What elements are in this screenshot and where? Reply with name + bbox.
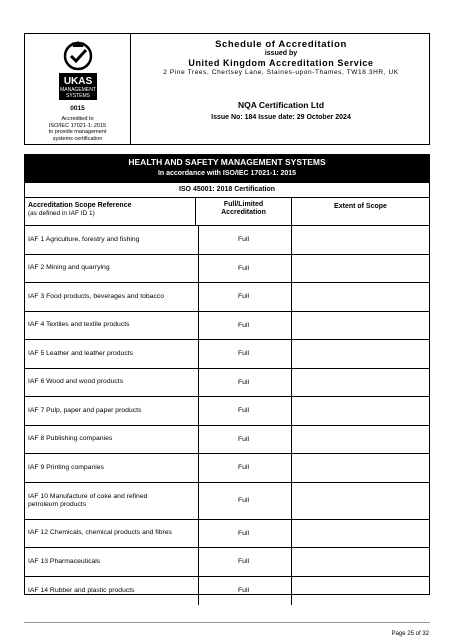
extent-cell <box>292 312 429 340</box>
document-header <box>24 33 430 145</box>
organisation-name: NQA Certification Ltd <box>237 100 325 110</box>
section-title: HEALTH AND SAFETY MANAGEMENT SYSTEMS <box>128 157 326 167</box>
accr-line: to provide management <box>48 129 107 135</box>
schedule-title: Schedule of Accreditation <box>215 39 347 50</box>
issue-info: Issue No: 184 Issue date: 29 October 2024 <box>211 114 351 121</box>
col-header-extent-title: Extent of Scope <box>334 203 387 210</box>
extent-cell <box>292 283 429 311</box>
accreditation-cell: Full <box>196 397 292 425</box>
service-name: United Kingdom Accreditation Service <box>188 58 374 68</box>
extent-cell <box>292 577 429 606</box>
logo-text-ukas: UKAS <box>63 76 93 87</box>
table-row <box>25 426 429 455</box>
table-row <box>25 255 429 284</box>
scope-cell: IAF 12 Chemicals, chemical products and fibres <box>25 520 199 548</box>
table-row <box>25 397 429 426</box>
col-header-scope-title: Accreditation Scope Reference <box>28 202 132 209</box>
issued-by: issued by <box>264 50 298 57</box>
table-row <box>25 369 429 398</box>
accreditation-cell: Full <box>196 369 292 397</box>
extent-cell <box>292 483 429 519</box>
col-header-accreditation <box>196 197 292 226</box>
extent-cell <box>292 520 429 548</box>
table-row <box>25 520 429 549</box>
ukas-logo <box>59 40 97 100</box>
logo-text-management: MANAGEMENT <box>60 87 96 93</box>
certificate-number: 0015 <box>70 105 85 112</box>
table-row <box>25 312 429 341</box>
extent-cell <box>292 226 429 254</box>
scope-cell: IAF 2 Mining and quarrying <box>25 255 199 283</box>
service-address: 2 Pine Trees, Chertsey Lane, Staines-upon-Thames, TW18 3HR, UK <box>163 69 399 76</box>
scope-cell: IAF 4 Textiles and textile products <box>25 312 199 340</box>
accreditation-statement <box>25 116 130 142</box>
scope-cell-line: IAF 10 Manufacture of coke and refined <box>28 492 148 500</box>
accreditation-cell: Full <box>196 520 292 548</box>
table-row <box>25 548 429 577</box>
extent-cell <box>292 340 429 368</box>
accreditation-cell: Full <box>196 255 292 283</box>
col-header-acc-line2: Accreditation <box>221 209 266 216</box>
extent-cell <box>292 369 429 397</box>
scope-cell: IAF 1 Agriculture, forestry and fishing <box>25 226 199 254</box>
accreditation-cell: Full <box>196 340 292 368</box>
scope-cell <box>25 483 199 519</box>
accreditation-cell: Full <box>196 283 292 311</box>
extent-cell <box>292 255 429 283</box>
page-number: Page 25 of 32 <box>391 631 429 637</box>
extent-cell <box>292 454 429 482</box>
accreditation-cell: Full <box>196 483 292 519</box>
section-band <box>24 154 430 182</box>
accreditation-cell: Full <box>196 454 292 482</box>
accreditation-cell: Full <box>196 426 292 454</box>
scope-cell: IAF 9 Printing companies <box>25 454 199 482</box>
extent-cell <box>292 397 429 425</box>
scope-cell: IAF 13 Pharmaceuticals <box>25 548 199 576</box>
accr-line: systems certification <box>52 135 103 142</box>
accreditation-cell: Full <box>196 577 292 606</box>
table-row <box>25 226 429 255</box>
table-body <box>25 226 429 605</box>
scope-cell: IAF 7 Pulp, paper and paper products <box>25 397 199 425</box>
col-header-acc-line1: Full/Limited <box>223 201 264 208</box>
scope-cell: IAF 14 Rubber and plastic products <box>25 577 199 606</box>
accr-line: ISO/IEC 17021-1: 2015 <box>48 122 107 129</box>
accreditation-cell: Full <box>196 312 292 340</box>
scope-table <box>24 182 430 595</box>
table-row <box>25 483 429 520</box>
table-row <box>25 340 429 369</box>
scope-cell: IAF 8 Publishing companies <box>25 426 199 454</box>
accreditation-panel <box>25 34 131 144</box>
table-row <box>25 577 429 606</box>
table-row <box>25 283 429 312</box>
accreditation-cell: Full <box>196 226 292 254</box>
scope-cell: IAF 5 Leather and leather products <box>25 340 199 368</box>
footer-divider <box>24 622 430 623</box>
col-header-extent <box>292 197 429 226</box>
col-header-scope <box>25 197 196 226</box>
section-subtitle: In accordance with ISO/IEC 17021-1: 2015 <box>157 170 297 177</box>
col-header-scope-sub: (as defined in IAF ID 1) <box>28 210 95 217</box>
scope-cell: IAF 3 Food products, beverages and tobacco <box>25 283 199 311</box>
scope-cell: IAF 6 Wood and wood products <box>25 369 199 397</box>
extent-cell <box>292 426 429 454</box>
standard-heading: ISO 45001: 2018 Certification <box>25 183 429 198</box>
accreditation-cell: Full <box>196 548 292 576</box>
extent-cell <box>292 548 429 576</box>
scope-cell-line: petroleum products <box>28 500 87 508</box>
accr-line: Accredited to <box>61 116 94 122</box>
table-row <box>25 454 429 483</box>
logo-text-systems: SYSTEMS <box>66 93 90 99</box>
